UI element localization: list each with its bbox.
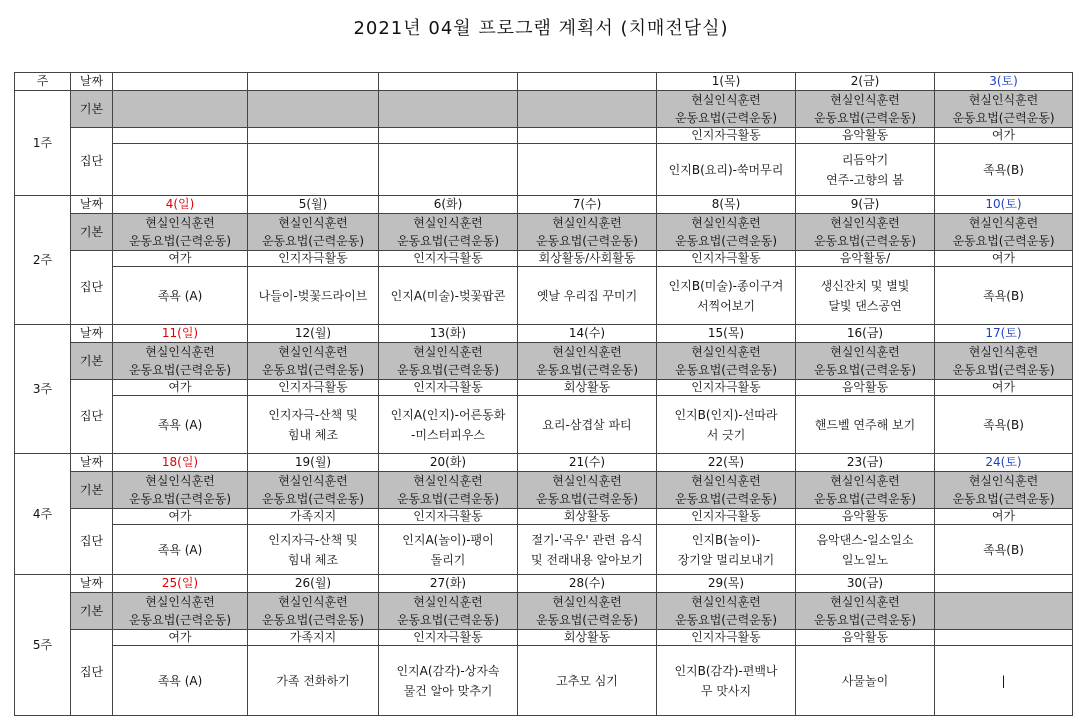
basic-label: 기본 (71, 214, 113, 251)
group-category-cell: 회상활동 (518, 380, 657, 396)
basic-cell (518, 214, 657, 251)
week1-date-cell: 3(토) (935, 73, 1073, 91)
basic-line2: 운동요법(근력운동) (674, 234, 778, 248)
group-category-cell: 여가 (113, 509, 248, 525)
basic-line2: 운동요법(근력운동) (128, 492, 232, 506)
group-category-cell: 음악활동 (796, 128, 935, 144)
basic-cell (518, 91, 657, 128)
date-row (15, 325, 1073, 343)
group-activity-cell: 족욕(B) (935, 396, 1073, 454)
header-week: 주 (15, 73, 71, 91)
date-row (15, 575, 1073, 593)
basic-line2: 운동요법(근력운동) (535, 613, 639, 627)
week1-date-cell (379, 73, 518, 91)
week-label: 5주 (15, 575, 71, 716)
basic-line2: 운동요법(근력운동) (674, 111, 778, 125)
basic-line2: 운동요법(근력운동) (396, 492, 500, 506)
basic-line1: 현실인식훈련 (413, 474, 483, 488)
date-cell: 9(금) (796, 196, 935, 214)
group-category-cell: 가족지지 (248, 509, 379, 525)
basic-cell (935, 91, 1073, 128)
basic-line1: 현실인식훈련 (691, 474, 761, 488)
group-category-cell: 여가 (935, 380, 1073, 396)
week-label: 3주 (15, 325, 71, 454)
date-cell: 7(수) (518, 196, 657, 214)
header-row (15, 73, 1073, 91)
group-top-row (15, 251, 1073, 267)
basic-line1: 현실인식훈련 (552, 595, 622, 609)
date-cell: 14(수) (518, 325, 657, 343)
group-activity-cell: 옛날 우리집 꾸미기 (518, 267, 657, 325)
date-row (15, 454, 1073, 472)
group-category-cell: 음악활동 (796, 630, 935, 646)
basic-cell (113, 593, 248, 630)
group-category-cell (379, 128, 518, 144)
group-activity-cell: 나들이-벚꽃드라이브 (248, 267, 379, 325)
basic-line2: 운동요법(근력운동) (535, 492, 639, 506)
basic-line1: 현실인식훈련 (691, 595, 761, 609)
basic-line2: 운동요법(근력운동) (952, 111, 1055, 125)
group-top-row (15, 380, 1073, 396)
basic-row (15, 472, 1073, 509)
basic-line1: 현실인식훈련 (830, 216, 900, 230)
date-cell: 27(화) (379, 575, 518, 593)
group-activity-cell: 가족 전화하기 (248, 646, 379, 716)
group-label: 집단 (71, 251, 113, 325)
group-activity-cell: 족욕 (A) (113, 396, 248, 454)
week1-date-cell: 2(금) (796, 73, 935, 91)
basic-label: 기본 (71, 343, 113, 380)
date-cell: 6(화) (379, 196, 518, 214)
group-activity-cell (248, 144, 379, 196)
group-category-cell: 회상활동 (518, 630, 657, 646)
week-label: 4주 (15, 454, 71, 575)
group-activity-cell: 인지A(미술)-벚꽃팝콘 (379, 267, 518, 325)
group-category-cell: 인지자극활동 (657, 251, 796, 267)
date-cell: 22(목) (657, 454, 796, 472)
basic-cell (935, 593, 1073, 630)
basic-cell (796, 91, 935, 128)
group-category-cell: 인지자극활동 (379, 630, 518, 646)
group-category-cell (935, 630, 1073, 646)
group-main-row (15, 525, 1073, 575)
basic-line1: 현실인식훈련 (691, 93, 761, 107)
group-activity-cell: 인지B(인지)-선따라 서 긋기 (657, 396, 796, 454)
group-label: 집단 (71, 509, 113, 575)
basic-line2: 운동요법(근력운동) (261, 234, 365, 248)
basic-cell (113, 91, 248, 128)
date-cell: 8(목) (657, 196, 796, 214)
group-category-cell (518, 128, 657, 144)
group-activity-cell: 인지자극-산책 및 힘내 체조 (248, 525, 379, 575)
date-label: 날짜 (71, 575, 113, 593)
group-activity-cell: 인지B(요리)-쑥머무리 (657, 144, 796, 196)
basic-cell (518, 343, 657, 380)
date-row (15, 196, 1073, 214)
basic-cell (518, 472, 657, 509)
basic-cell (935, 472, 1073, 509)
basic-line1: 현실인식훈련 (278, 345, 348, 359)
group-activity-cell: 인지A(감각)-상자속 물건 알아 맞추기 (379, 646, 518, 716)
date-cell: 25(일) (113, 575, 248, 593)
basic-line1: 현실인식훈련 (691, 345, 761, 359)
basic-cell (113, 472, 248, 509)
basic-line2: 운동요법(근력운동) (813, 363, 917, 377)
basic-line1: 현실인식훈련 (413, 595, 483, 609)
basic-row (15, 593, 1073, 630)
basic-line2: 운동요법(근력운동) (674, 613, 778, 627)
basic-cell (796, 214, 935, 251)
basic-line1: 현실인식훈련 (552, 345, 622, 359)
group-main-row (15, 396, 1073, 454)
date-cell: 18(일) (113, 454, 248, 472)
basic-line2: 운동요법(근력운동) (128, 363, 232, 377)
date-cell: 29(목) (657, 575, 796, 593)
date-cell: 19(월) (248, 454, 379, 472)
week-label: 2주 (15, 196, 71, 325)
basic-line1: 현실인식훈련 (278, 474, 348, 488)
basic-line2: 운동요법(근력운동) (261, 492, 365, 506)
date-cell: 30(금) (796, 575, 935, 593)
date-cell: 5(월) (248, 196, 379, 214)
group-activity-cell (379, 144, 518, 196)
date-label: 날짜 (71, 325, 113, 343)
basic-row (15, 343, 1073, 380)
group-category-cell (248, 128, 379, 144)
date-cell: 23(금) (796, 454, 935, 472)
basic-line2: 운동요법(근력운동) (813, 492, 917, 506)
group-category-cell: 음악활동/ (796, 251, 935, 267)
date-cell (935, 575, 1073, 593)
basic-line2: 운동요법(근력운동) (952, 363, 1055, 377)
basic-label: 기본 (71, 472, 113, 509)
basic-line1: 현실인식훈련 (145, 345, 215, 359)
group-activity-cell: 인지B(놀이)- 장기알 멀리보내기 (657, 525, 796, 575)
basic-line1: 현실인식훈련 (830, 595, 900, 609)
group-activity-cell: 족욕 (A) (113, 525, 248, 575)
week1-date-cell (518, 73, 657, 91)
date-cell: 20(화) (379, 454, 518, 472)
basic-line1: 현실인식훈련 (691, 216, 761, 230)
group-activity-cell: 인지B(미술)-종이구겨 서찍어보기 (657, 267, 796, 325)
group-activity-cell (113, 144, 248, 196)
date-cell: 17(토) (935, 325, 1073, 343)
group-activity-cell: 족욕 (A) (113, 646, 248, 716)
group-label: 집단 (71, 630, 113, 716)
basic-cell (657, 214, 796, 251)
basic-cell (379, 593, 518, 630)
basic-cell (657, 343, 796, 380)
group-activity-cell: 족욕(B) (935, 267, 1073, 325)
group-category-cell: 인지자극활동 (379, 380, 518, 396)
basic-line1: 현실인식훈련 (413, 345, 483, 359)
group-activity-cell: 족욕(B) (935, 525, 1073, 575)
group-category-cell: 인지자극활동 (657, 380, 796, 396)
date-cell: 28(수) (518, 575, 657, 593)
group-activity-cell: | (935, 646, 1073, 716)
basic-cell (113, 214, 248, 251)
group-activity-cell: 리듬악기 연주-고향의 봄 (796, 144, 935, 196)
group-activity-cell: 족욕(B) (935, 144, 1073, 196)
basic-cell (379, 472, 518, 509)
basic-cell (935, 343, 1073, 380)
basic-line1: 현실인식훈련 (968, 216, 1039, 230)
basic-line1: 현실인식훈련 (968, 345, 1039, 359)
basic-cell (796, 593, 935, 630)
group-category-cell: 인지자극활동 (379, 251, 518, 267)
group-activity-cell: 핸드벨 연주해 보기 (796, 396, 935, 454)
basic-line1: 현실인식훈련 (968, 474, 1039, 488)
basic-line1: 현실인식훈련 (552, 216, 622, 230)
basic-line2: 운동요법(근력운동) (952, 492, 1055, 506)
group-category-cell: 인지자극활동 (657, 509, 796, 525)
basic-line1: 현실인식훈련 (145, 595, 215, 609)
basic-line2: 운동요법(근력운동) (674, 363, 778, 377)
group-activity-cell: 인지A(인지)-어른동화 -미스터피우스 (379, 396, 518, 454)
group-activity-cell: 인지B(감각)-편백나 무 맛사지 (657, 646, 796, 716)
group-activity-cell (518, 144, 657, 196)
group-category-cell: 회상활동/사회활동 (518, 251, 657, 267)
group-activity-cell: 음악댄스-일소일소 일노일노 (796, 525, 935, 575)
basic-line1: 현실인식훈련 (145, 216, 215, 230)
group-category-cell: 여가 (935, 128, 1073, 144)
program-schedule-table (14, 72, 1073, 716)
basic-line1: 현실인식훈련 (830, 93, 900, 107)
group-activity-cell: 족욕 (A) (113, 267, 248, 325)
basic-row (15, 91, 1073, 128)
basic-cell (248, 343, 379, 380)
group-activity-cell: 절기-'곡우' 관련 음식 및 전래내용 알아보기 (518, 525, 657, 575)
group-main-row (15, 144, 1073, 196)
group-category-cell: 인지자극활동 (657, 128, 796, 144)
basic-line2: 운동요법(근력운동) (396, 363, 500, 377)
basic-cell (248, 91, 379, 128)
date-cell: 12(월) (248, 325, 379, 343)
date-cell: 26(월) (248, 575, 379, 593)
group-top-row (15, 630, 1073, 646)
basic-cell (248, 593, 379, 630)
header-date: 날짜 (71, 73, 113, 91)
group-top-row (15, 128, 1073, 144)
date-cell: 21(수) (518, 454, 657, 472)
date-cell: 10(토) (935, 196, 1073, 214)
group-category-cell: 여가 (113, 630, 248, 646)
group-category-cell: 음악활동 (796, 380, 935, 396)
basic-line2: 운동요법(근력운동) (128, 613, 232, 627)
group-category-cell: 인지자극활동 (248, 251, 379, 267)
basic-line1: 현실인식훈련 (552, 474, 622, 488)
basic-line1: 현실인식훈련 (830, 345, 900, 359)
group-activity-cell: 생신잔치 및 별빛 달빛 댄스공연 (796, 267, 935, 325)
basic-cell (657, 91, 796, 128)
basic-label: 기본 (71, 593, 113, 630)
group-activity-cell: 인지자극-산책 및 힘내 체조 (248, 396, 379, 454)
date-label: 날짜 (71, 454, 113, 472)
basic-row (15, 214, 1073, 251)
group-label: 집단 (71, 128, 113, 196)
basic-cell (657, 472, 796, 509)
basic-line2: 운동요법(근력운동) (535, 234, 639, 248)
basic-line2: 운동요법(근력운동) (535, 363, 639, 377)
date-cell: 4(일) (113, 196, 248, 214)
group-main-row (15, 267, 1073, 325)
group-category-cell: 인지자극활동 (657, 630, 796, 646)
basic-line2: 운동요법(근력운동) (261, 613, 365, 627)
basic-cell (379, 91, 518, 128)
basic-line2: 운동요법(근력운동) (813, 613, 917, 627)
date-label: 날짜 (71, 196, 113, 214)
group-category-cell: 여가 (935, 509, 1073, 525)
group-activity-cell: 요리-삼겹살 파티 (518, 396, 657, 454)
group-activity-cell: 고추모 심기 (518, 646, 657, 716)
basic-cell (657, 593, 796, 630)
group-category-cell: 여가 (935, 251, 1073, 267)
date-cell: 13(화) (379, 325, 518, 343)
basic-cell (379, 214, 518, 251)
basic-cell (796, 343, 935, 380)
basic-cell (935, 214, 1073, 251)
date-cell: 24(토) (935, 454, 1073, 472)
date-cell: 15(목) (657, 325, 796, 343)
week1-date-cell: 1(목) (657, 73, 796, 91)
basic-cell (796, 472, 935, 509)
group-main-row (15, 646, 1073, 716)
basic-line2: 운동요법(근력운동) (674, 492, 778, 506)
basic-line2: 운동요법(근력운동) (396, 234, 500, 248)
group-category-cell: 가족지지 (248, 630, 379, 646)
basic-line2: 운동요법(근력운동) (261, 363, 365, 377)
date-cell: 11(일) (113, 325, 248, 343)
basic-line1: 현실인식훈련 (278, 216, 348, 230)
basic-line1: 현실인식훈련 (968, 93, 1039, 107)
basic-line2: 운동요법(근력운동) (396, 613, 500, 627)
date-cell: 16(금) (796, 325, 935, 343)
basic-line1: 현실인식훈련 (413, 216, 483, 230)
basic-line2: 운동요법(근력운동) (952, 234, 1055, 248)
group-top-row (15, 509, 1073, 525)
basic-line2: 운동요법(근력운동) (813, 234, 917, 248)
group-category-cell: 여가 (113, 380, 248, 396)
group-activity-cell: 사물놀이 (796, 646, 935, 716)
basic-cell (248, 214, 379, 251)
basic-label: 기본 (71, 91, 113, 128)
group-activity-cell: 인지A(놀이)-팽이 돌리기 (379, 525, 518, 575)
basic-cell (379, 343, 518, 380)
group-category-cell: 인지자극활동 (248, 380, 379, 396)
basic-cell (518, 593, 657, 630)
group-category-cell: 회상활동 (518, 509, 657, 525)
basic-line1: 현실인식훈련 (278, 595, 348, 609)
basic-line1: 현실인식훈련 (830, 474, 900, 488)
basic-cell (113, 343, 248, 380)
group-category-cell: 음악활동 (796, 509, 935, 525)
group-category-cell (113, 128, 248, 144)
basic-line2: 운동요법(근력운동) (813, 111, 917, 125)
page-title: 2021년 04월 프로그램 계획서 (치매전담실) (353, 18, 729, 39)
group-category-cell: 인지자극활동 (379, 509, 518, 525)
week1-date-cell (113, 73, 248, 91)
week1-date-cell (248, 73, 379, 91)
week-label: 1주 (15, 91, 71, 196)
basic-line1: 현실인식훈련 (145, 474, 215, 488)
group-label: 집단 (71, 380, 113, 454)
basic-cell (248, 472, 379, 509)
basic-line2: 운동요법(근력운동) (128, 234, 232, 248)
group-category-cell: 여가 (113, 251, 248, 267)
